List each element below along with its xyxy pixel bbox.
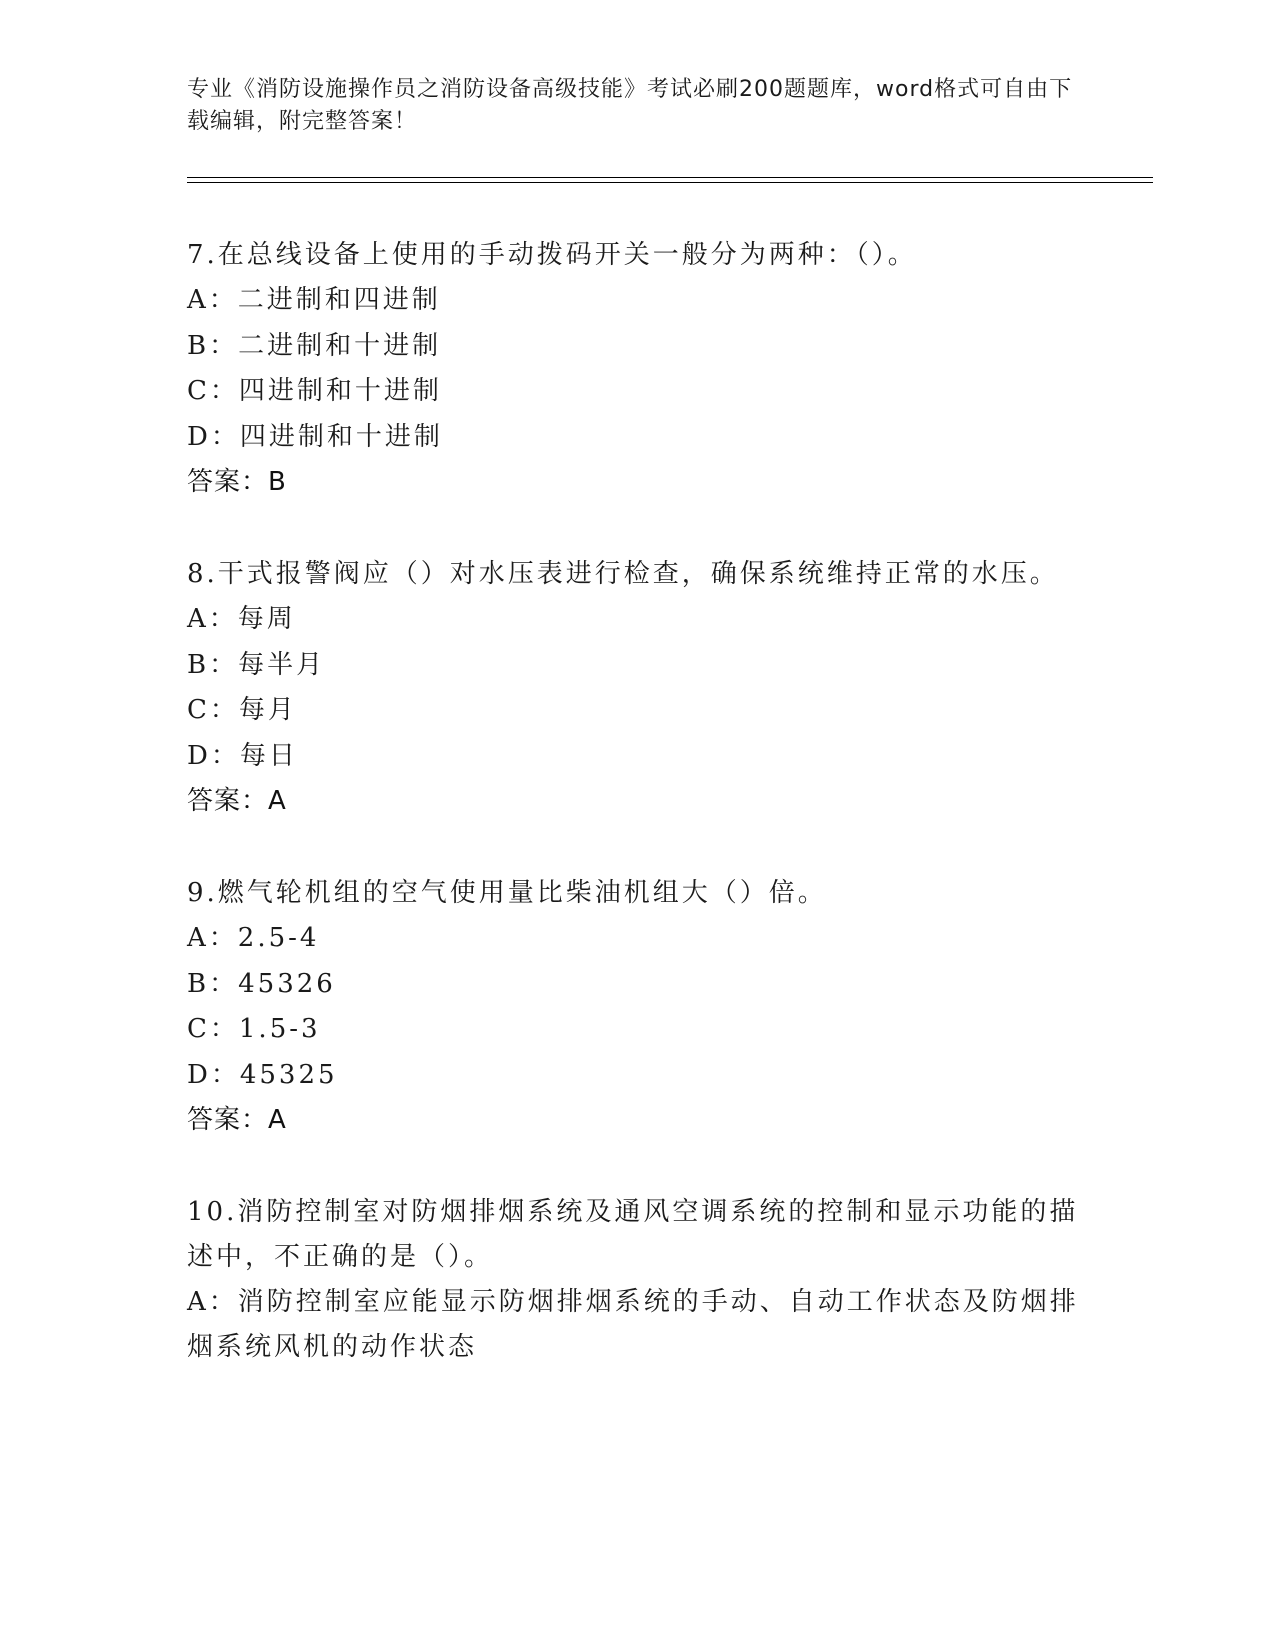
question-10 [187, 1190, 1087, 1370]
header-divider-bottom [187, 182, 1153, 183]
question-stem: 9.燃气轮机组的空气使用量比柴油机组大（）倍。 [187, 878, 827, 908]
question-stem: 10.消防控制室对防烟排烟系统及通风空调系统的控制和显示功能的描述中，不正确的是（）。 [187, 1197, 1079, 1272]
option-c: C：1.5-3 [187, 1014, 321, 1044]
option-a: A：消防控制室应能显示防烟排烟系统的手动、自动工作状态及防烟排烟系统风机的动作状态 [187, 1287, 1079, 1362]
option-a: A：2.5-4 [187, 923, 320, 953]
question-stem: 8.干式报警阀应（）对水压表进行检查，确保系统维持正常的水压。 [187, 559, 1059, 589]
option-d: D：45325 [187, 1059, 338, 1090]
option-c: C：四进制和十进制 [187, 376, 442, 406]
question-9 [187, 871, 1087, 1143]
document-header: 专业《消防设施操作员之消防设备高级技能》考试必刷200题题库，word格式可自由下载编辑，附完整答案！ [187, 77, 1073, 134]
question-8 [187, 552, 1087, 824]
answer: 答案：A [187, 786, 287, 816]
option-c: C：每月 [187, 695, 297, 725]
answer: 答案：A [187, 1105, 287, 1135]
header-divider-top [187, 177, 1153, 178]
option-d: D：四进制和十进制 [187, 421, 443, 452]
option-d: D：每日 [187, 740, 298, 771]
option-b: B：每半月 [187, 649, 326, 680]
option-b: B：二进制和十进制 [187, 330, 442, 361]
answer: 答案：B [187, 467, 287, 497]
option-b: B：45326 [187, 968, 336, 999]
option-a: A：二进制和四进制 [187, 285, 441, 315]
question-stem: 7.在总线设备上使用的手动拨码开关一般分为两种：（）。 [187, 240, 917, 270]
option-a: A：每周 [187, 604, 296, 634]
question-7 [187, 233, 1087, 505]
